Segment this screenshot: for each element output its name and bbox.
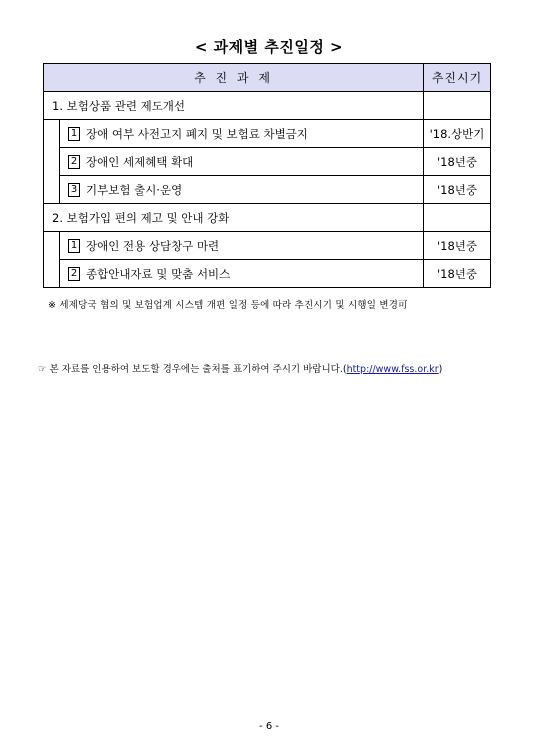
task-text: 종합안내자료 및 맞춤 서비스 xyxy=(86,266,231,281)
task-cell xyxy=(60,260,424,288)
task-text: 장애 여부 사전고지 폐지 및 보험료 차별금지 xyxy=(86,126,308,141)
group-period xyxy=(424,204,491,232)
table-row xyxy=(44,120,491,148)
table-row xyxy=(44,176,491,204)
indent-cell xyxy=(44,148,60,176)
task-period: '18년중 xyxy=(424,176,491,204)
task-text: 기부보험 출시·운영 xyxy=(86,182,183,197)
table-row xyxy=(44,148,491,176)
task-cell xyxy=(60,232,424,260)
table-row xyxy=(44,260,491,288)
task-period: '18년중 xyxy=(424,260,491,288)
header-task: 추 진 과 제 xyxy=(44,64,424,92)
task-cell xyxy=(60,120,424,148)
item-number-box: 3 xyxy=(68,183,80,197)
indent-cell xyxy=(44,232,60,260)
task-cell xyxy=(60,176,424,204)
indent-cell xyxy=(44,260,60,288)
website-link[interactable]: http://www.fss.or.kr xyxy=(346,364,439,375)
source-prefix: ☞ 본 자료를 인용하여 보도할 경우에는 출처를 표기하여 주시기 바랍니다.( xyxy=(38,364,347,375)
task-cell xyxy=(60,148,424,176)
item-number-box: 1 xyxy=(68,127,80,141)
footnote: ※ 세제당국 협의 및 보험업계 시스템 개편 일정 등에 따라 추진시기 및 시행일 변경可 xyxy=(48,300,408,311)
item-number-box: 2 xyxy=(68,155,80,169)
header-period: 추진시기 xyxy=(424,64,491,92)
source-notice xyxy=(38,361,442,375)
item-number-box: 2 xyxy=(68,267,80,281)
table-header-row xyxy=(44,64,491,92)
group-row xyxy=(44,204,491,232)
page-title: < 과제별 추진일정 > xyxy=(194,38,344,56)
task-period: '18.상반기 xyxy=(424,120,491,148)
task-period: '18년중 xyxy=(424,232,491,260)
group-row xyxy=(44,92,491,120)
table-row xyxy=(44,232,491,260)
item-number-box: 1 xyxy=(68,239,80,253)
indent-cell xyxy=(44,176,60,204)
group-label: 2. 보험가입 편의 제고 및 안내 강화 xyxy=(44,204,424,232)
indent-cell xyxy=(44,120,60,148)
task-text: 장애인 전용 상담창구 마련 xyxy=(86,238,220,253)
schedule-table xyxy=(43,63,491,288)
task-period: '18년중 xyxy=(424,148,491,176)
group-period xyxy=(424,92,491,120)
page-number: - 6 - xyxy=(259,721,279,732)
source-suffix: ) xyxy=(438,364,443,375)
group-label: 1. 보험상품 관련 제도개선 xyxy=(44,92,424,120)
task-text: 장애인 세제혜택 확대 xyxy=(86,154,194,169)
